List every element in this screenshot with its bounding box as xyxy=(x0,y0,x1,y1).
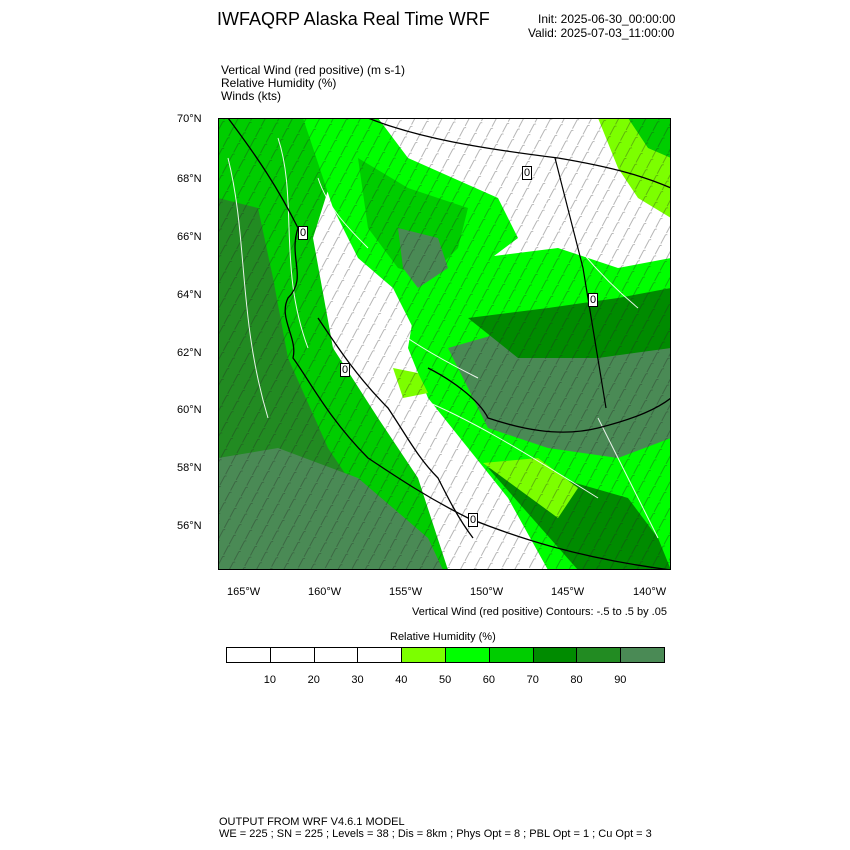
contours-note: Vertical Wind (red positive) Contours: -.5 to .5 by .05 xyxy=(412,606,667,618)
legend-swatch xyxy=(314,647,359,663)
legend-swatch xyxy=(489,647,534,663)
chart-title: IWFAQRP Alaska Real Time WRF xyxy=(217,9,490,29)
legend-title: Relative Humidity (%) xyxy=(390,631,496,643)
contour-zero-label: 0 xyxy=(342,364,349,376)
lon-label: 165°W xyxy=(227,586,261,598)
legend-swatch xyxy=(270,647,315,663)
contour-zero-label: 0 xyxy=(590,294,597,306)
legend-label: 20 xyxy=(307,674,320,686)
legend-label: 10 xyxy=(263,674,277,686)
legend-swatch xyxy=(357,647,402,663)
contour-zero-label: 0 xyxy=(300,227,307,239)
lat-label: 66°N xyxy=(177,231,202,243)
field-label-winds: Winds (kts) xyxy=(221,89,281,103)
legend-swatch xyxy=(533,647,578,663)
field-label-relative-humidity: Relative Humidity (%) xyxy=(221,76,337,90)
footer-options: WE = 225 ; SN = 225 ; Levels = 38 ; Dis = 8km ; Phys Opt = 8 ; PBL Opt = 1 ; Cu Opt = 3 xyxy=(219,828,652,840)
valid-time: Valid: 2025-07-03_11:00:00 xyxy=(528,26,675,40)
lat-label: 68°N xyxy=(177,173,202,185)
legend-swatch xyxy=(576,647,621,663)
lon-label: 150°W xyxy=(470,586,504,598)
lon-label: 140°W xyxy=(633,586,667,598)
legend-swatch xyxy=(226,647,271,663)
contour-zero-label: 0 xyxy=(524,167,531,179)
map-frame xyxy=(218,118,671,570)
field-label-vertical-wind: Vertical Wind (red positive) (m s-1) xyxy=(221,63,406,77)
legend-label: 40 xyxy=(395,674,408,686)
lon-label: 145°W xyxy=(551,586,585,598)
lon-label: 155°W xyxy=(389,586,423,598)
init-time: Init: 2025-06-30_00:00:00 xyxy=(538,12,676,26)
lat-label: 62°N xyxy=(177,347,202,359)
legend-label: 30 xyxy=(351,674,364,686)
footer-model: OUTPUT FROM WRF V4.6.1 MODEL xyxy=(219,816,405,828)
legend-swatch xyxy=(401,647,446,663)
legend-label: 60 xyxy=(482,674,496,686)
legend-label: 80 xyxy=(570,674,583,686)
lat-label: 64°N xyxy=(177,289,202,301)
lat-label: 70°N xyxy=(177,113,202,125)
contour-zero-label: 0 xyxy=(470,514,477,526)
legend-label: 90 xyxy=(614,674,627,686)
legend-label: 50 xyxy=(439,674,452,686)
lat-label: 60°N xyxy=(177,404,202,416)
lat-label: 56°N xyxy=(177,520,202,532)
lon-label: 160°W xyxy=(308,586,342,598)
legend-label: 70 xyxy=(526,674,539,686)
legend-swatch xyxy=(445,647,490,663)
legend-swatch xyxy=(620,647,665,663)
lat-label: 58°N xyxy=(177,462,202,474)
